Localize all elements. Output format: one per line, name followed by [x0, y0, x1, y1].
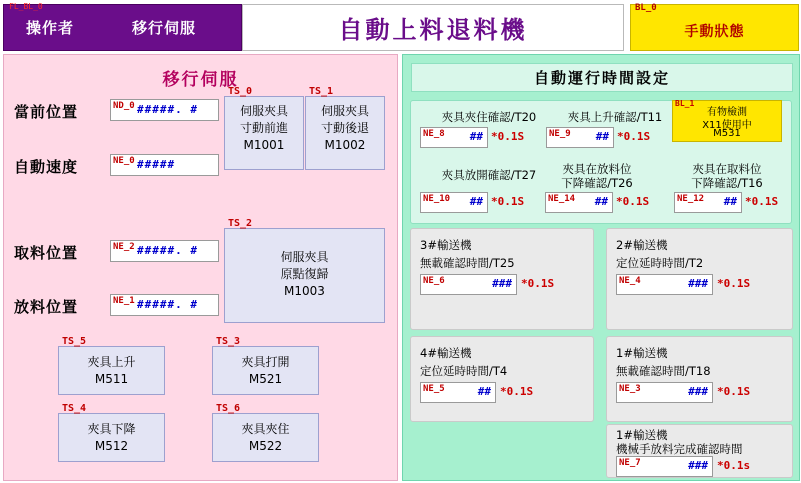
page-title: 自動上料退料機 — [242, 4, 624, 51]
field-conveyor4-time[interactable] — [420, 382, 496, 403]
field-place-down-confirm[interactable] — [545, 192, 613, 213]
field-conveyor2-time-value: ### — [688, 277, 708, 290]
unit-clamp-close-confirm: *0.1S — [491, 130, 525, 143]
field-conveyor1-robot-time-tag: NE_7 — [619, 458, 641, 468]
field-conveyor1-time-value: ### — [688, 385, 708, 398]
field-pick-position-value: #####. # — [137, 244, 198, 257]
unit-conveyor4-time: *0.1S — [500, 385, 534, 398]
button-jog-forward[interactable] — [224, 86, 304, 170]
field-auto-speed-tag: NE_0 — [113, 156, 135, 166]
field-clamp-up-confirm-tag: NE_9 — [549, 129, 571, 139]
unit-conveyor1-robot-time: *0.1s — [717, 459, 751, 472]
field-conveyor1-robot-time-value: ### — [688, 459, 708, 472]
button-jog-backward-l2: 寸動後退 — [320, 121, 369, 135]
button-clamp-down[interactable] — [58, 403, 165, 462]
field-pick-down-confirm[interactable] — [674, 192, 742, 213]
field-clamp-close-confirm-tag: NE_8 — [423, 129, 445, 139]
button-jog-forward-l3: M1001 — [243, 138, 285, 152]
field-auto-speed-value: ##### — [137, 158, 176, 171]
field-pick-down-confirm-tag: NE_12 — [677, 194, 705, 204]
field-conveyor3-time-tag: NE_6 — [423, 276, 445, 286]
header-left-panel — [3, 4, 242, 51]
caption-conveyor3-1: 3#輸送機 — [420, 238, 472, 252]
button-jog-backward-l1: 伺服夾具 — [320, 104, 369, 118]
field-pick-position-tag: NE_2 — [113, 242, 135, 252]
status-badge-label: 手動狀態 — [684, 24, 745, 40]
field-conveyor3-time-value: ### — [492, 277, 512, 290]
button-home-return-l1: 伺服夾具 — [280, 250, 329, 264]
field-auto-speed[interactable] — [110, 154, 219, 176]
field-place-down-confirm-value: ## — [594, 195, 608, 208]
unit-clamp-open-confirm: *0.1S — [491, 195, 525, 208]
field-conveyor2-time-tag: NE_4 — [619, 276, 641, 286]
caption-clamp-up-confirm: 夾具上升確認/T11 — [567, 110, 663, 124]
field-current-position-value: #####. # — [137, 103, 198, 116]
material-detect-note-l2: X11使用中 — [702, 120, 752, 131]
field-current-position[interactable] — [110, 99, 219, 121]
label-auto-speed: 自動速度 — [14, 158, 79, 176]
caption-clamp-open-confirm: 夾具放開確認/T27 — [441, 168, 537, 182]
field-pick-position[interactable] — [110, 240, 219, 262]
unit-conveyor2-time: *0.1S — [717, 277, 751, 290]
button-clamp-close-l2: M522 — [248, 439, 283, 453]
material-detect-note-l3: M531 — [713, 128, 741, 139]
field-current-position-tag: ND_0 — [113, 101, 135, 111]
unit-pick-down-confirm: *0.1S — [745, 195, 779, 208]
button-clamp-up[interactable] — [58, 336, 165, 395]
status-badge[interactable] — [630, 4, 799, 51]
button-jog-backward[interactable] — [305, 86, 385, 170]
auto-run-time-panel-title: 自動運行時間設定 — [411, 63, 793, 92]
button-clamp-open-tag: TS_3 — [216, 336, 241, 347]
caption-clamp-close-confirm: 夾具夾住確認/T20 — [441, 110, 537, 124]
label-pick-position: 取料位置 — [14, 244, 79, 262]
field-clamp-open-confirm[interactable] — [420, 192, 488, 213]
field-conveyor4-time-tag: NE_5 — [423, 384, 445, 394]
field-conveyor1-robot-time[interactable] — [616, 456, 713, 477]
caption-conveyor1-robot-1: 1#輸送機 — [616, 428, 668, 442]
button-jog-backward-tag: TS_1 — [309, 86, 334, 97]
unit-clamp-up-confirm: *0.1S — [617, 130, 651, 143]
field-conveyor4-time-value: ## — [477, 385, 491, 398]
servo-move-panel-title: 移行伺服 — [162, 70, 239, 90]
material-detect-note-l1: 有物檢測 — [707, 107, 747, 118]
button-clamp-close-l1: 夾具夾住 — [241, 422, 290, 436]
field-place-position-value: #####. # — [137, 298, 198, 311]
button-clamp-open-l2: M521 — [248, 372, 283, 386]
field-conveyor1-time-tag: NE_3 — [619, 384, 641, 394]
caption-conveyor4-2: 定位延時時間/T4 — [420, 364, 508, 378]
field-place-position-tag: NE_1 — [113, 296, 135, 306]
servo-move-button[interactable]: 移行伺服 — [132, 19, 197, 37]
field-clamp-close-confirm-value: ## — [469, 130, 483, 143]
caption-pick-down-confirm-2: 下降確認/T16 — [691, 176, 763, 190]
button-home-return-tag: TS_2 — [228, 218, 253, 229]
button-home-return[interactable] — [224, 218, 385, 323]
caption-conveyor2-2: 定位延時時間/T2 — [616, 256, 704, 270]
field-clamp-up-confirm[interactable] — [546, 127, 614, 148]
caption-conveyor3-2: 無載確認時間/T25 — [420, 256, 515, 270]
button-clamp-open[interactable] — [212, 336, 319, 395]
button-clamp-up-l2: M511 — [94, 372, 129, 386]
field-clamp-up-confirm-value: ## — [595, 130, 609, 143]
button-clamp-close-tag: TS_6 — [216, 403, 241, 414]
field-clamp-close-confirm[interactable] — [420, 127, 488, 148]
button-clamp-down-tag: TS_4 — [62, 403, 87, 414]
button-clamp-up-tag: TS_5 — [62, 336, 87, 347]
button-jog-backward-l3: M1002 — [324, 138, 366, 152]
caption-place-down-confirm-1: 夾具在放料位 — [562, 162, 632, 176]
button-jog-forward-l2: 寸動前進 — [239, 121, 288, 135]
status-badge-tag: BL_0 — [635, 3, 657, 13]
field-conveyor2-time[interactable] — [616, 274, 713, 295]
label-current-position: 當前位置 — [14, 103, 79, 121]
unit-conveyor1-time: *0.1S — [717, 385, 751, 398]
header-left-tag: FL_BL_0 — [9, 2, 43, 11]
field-place-position[interactable] — [110, 294, 219, 316]
unit-conveyor3-time: *0.1S — [521, 277, 555, 290]
field-clamp-open-confirm-value: ## — [469, 195, 483, 208]
operator-button[interactable]: 操作者 — [26, 19, 75, 37]
field-conveyor1-time[interactable] — [616, 382, 713, 403]
button-clamp-down-l1: 夾具下降 — [87, 422, 136, 436]
label-place-position: 放料位置 — [14, 298, 79, 316]
field-place-down-confirm-tag: NE_14 — [548, 194, 576, 204]
unit-place-down-confirm: *0.1S — [616, 195, 650, 208]
button-home-return-l3: M1003 — [284, 284, 325, 298]
button-clamp-down-l2: M512 — [94, 439, 129, 453]
material-detect-note[interactable] — [672, 100, 782, 142]
caption-conveyor1-robot-2: 機械手放料完成確認時間 — [616, 442, 743, 456]
caption-conveyor1-2: 無載確認時間/T18 — [616, 364, 711, 378]
caption-place-down-confirm-2: 下降確認/T26 — [561, 176, 633, 190]
caption-conveyor1-1: 1#輸送機 — [616, 346, 668, 360]
field-conveyor3-time[interactable] — [420, 274, 517, 295]
field-pick-down-confirm-value: ## — [723, 195, 737, 208]
field-clamp-open-confirm-tag: NE_10 — [423, 194, 451, 204]
material-detect-note-tag: BL_1 — [675, 99, 695, 108]
button-jog-forward-l1: 伺服夾具 — [239, 104, 288, 118]
caption-conveyor4-1: 4#輸送機 — [420, 346, 472, 360]
button-home-return-l2: 原點復歸 — [280, 267, 329, 281]
button-clamp-open-l1: 夾具打開 — [241, 355, 290, 369]
button-clamp-up-l1: 夾具上升 — [87, 355, 136, 369]
button-clamp-close[interactable] — [212, 403, 319, 462]
caption-conveyor2-1: 2#輸送機 — [616, 238, 668, 252]
button-jog-forward-tag: TS_0 — [228, 86, 253, 97]
caption-pick-down-confirm-1: 夾具在取料位 — [692, 162, 762, 176]
